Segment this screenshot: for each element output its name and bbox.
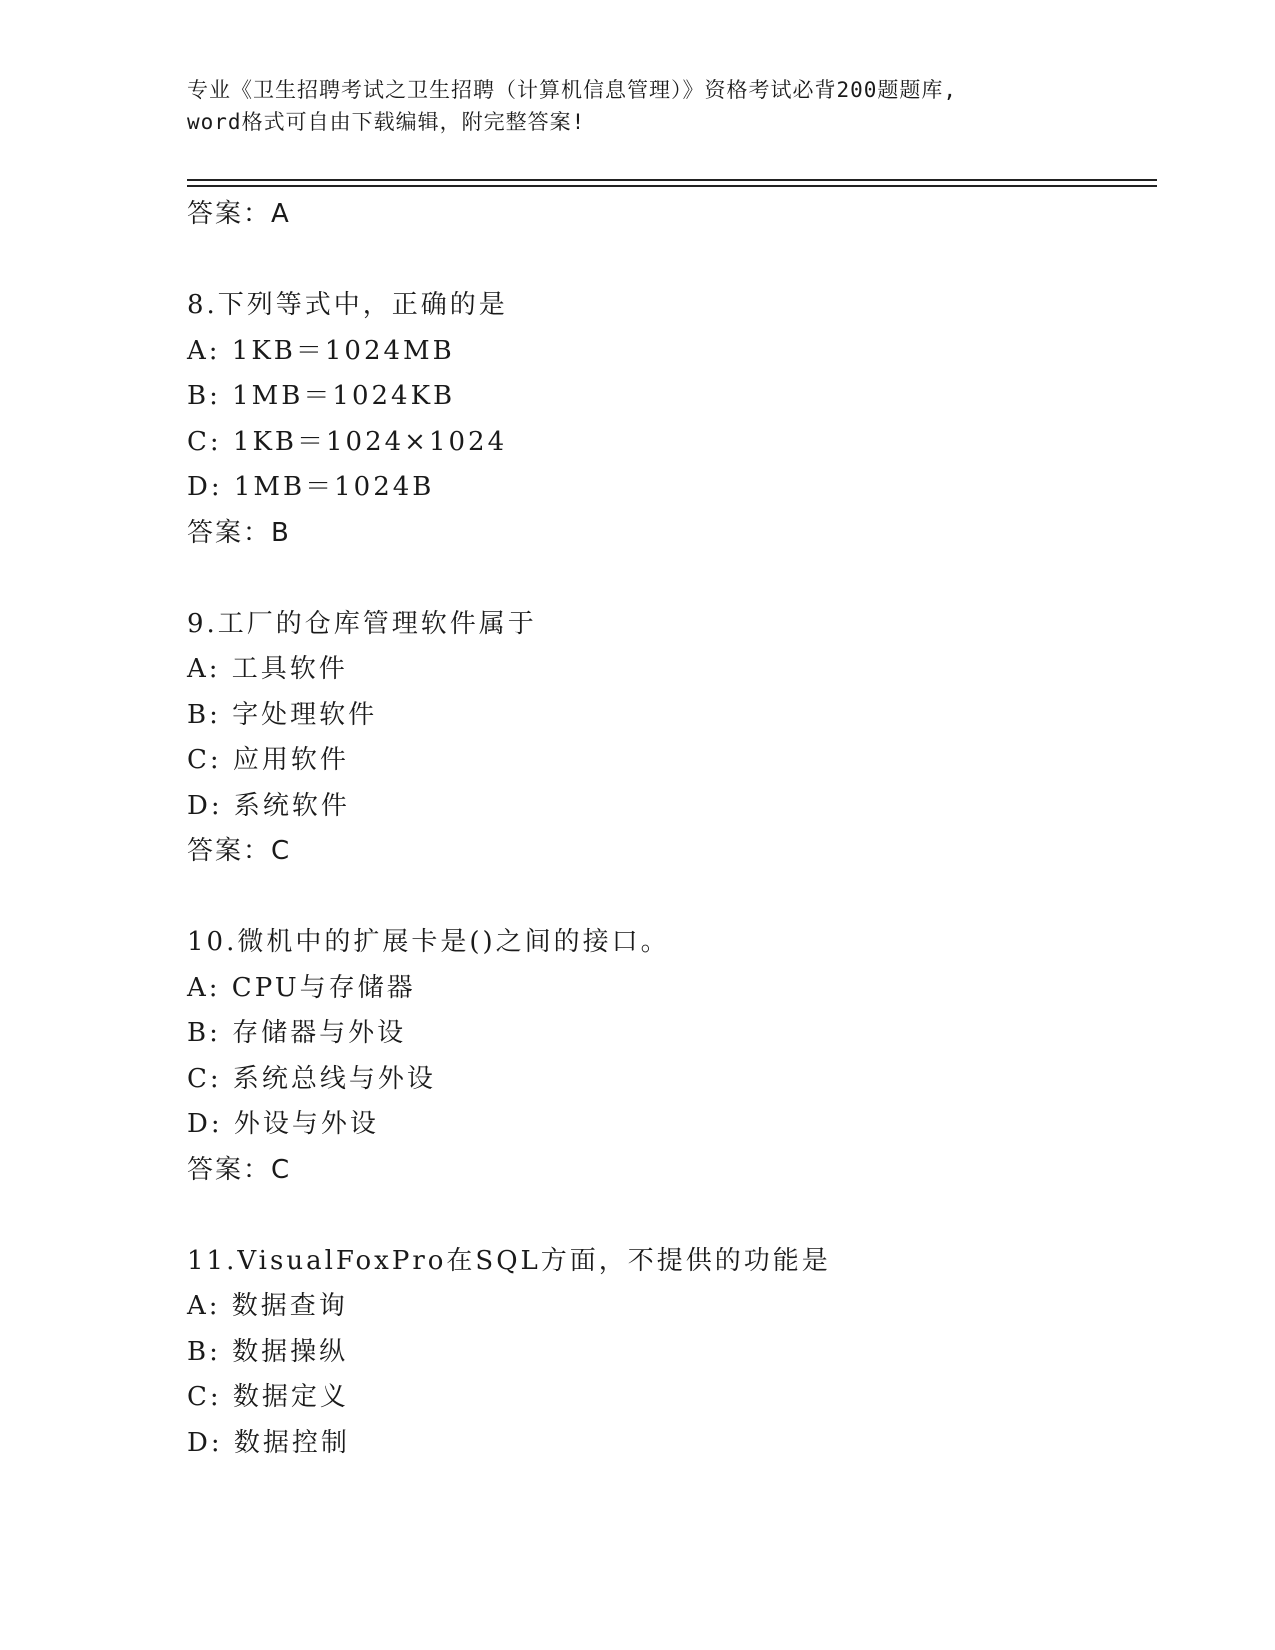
- question-text: 11.VisualFoxPro在SQL方面，不提供的功能是: [187, 1245, 831, 1276]
- question-block-9: [187, 602, 1167, 921]
- option-d: D: 外设与外设: [187, 1109, 379, 1139]
- answer-line: 答案：A: [187, 199, 291, 229]
- question-text: 10.微机中的扩展卡是()之间的接口。: [187, 927, 670, 957]
- answer-line: 答案：C: [187, 1154, 292, 1185]
- option-c: C: 应用软件: [187, 745, 349, 775]
- option-b: B: 数据操纵: [187, 1336, 349, 1367]
- header-line-1: 专业《卫生招聘考试之卫生招聘（计算机信息管理）》资格考试必背200题题库,: [187, 78, 958, 102]
- spacer: [187, 1193, 1167, 1239]
- spacer: [187, 875, 1167, 921]
- question-block-8: [187, 283, 1167, 602]
- option-c: C: 系统总线与外设: [187, 1063, 436, 1094]
- document-body: [187, 192, 1167, 1466]
- question-block-10: [187, 920, 1167, 1239]
- header-line-2: word格式可自由下载编辑，附完整答案!: [187, 110, 586, 134]
- option-a: A: 1KB＝1024MB: [187, 335, 455, 366]
- answer-line: 答案：B: [187, 517, 291, 548]
- spacer: [187, 238, 1167, 284]
- question-text: 9.工厂的仓库管理软件属于: [187, 608, 537, 639]
- option-c: C: 1KB＝1024×1024: [187, 426, 508, 457]
- option-b: B: 字处理软件: [187, 699, 378, 730]
- header-rule-top: [187, 179, 1157, 181]
- header-rule-bottom: [187, 185, 1157, 187]
- option-d: D: 1MB＝1024B: [187, 472, 435, 502]
- answer-line: 答案：C: [187, 836, 292, 866]
- question-block-11: [187, 1239, 1167, 1467]
- question-text: 8.下列等式中，正确的是: [187, 290, 508, 320]
- option-d: D: 数据控制: [187, 1427, 350, 1458]
- option-a: A: 数据查询: [187, 1291, 348, 1321]
- option-d: D: 系统软件: [187, 790, 350, 821]
- option-c: C: 数据定义: [187, 1382, 349, 1412]
- option-b: B: 存储器与外设: [187, 1018, 407, 1048]
- option-a: A: CPU与存储器: [187, 972, 416, 1003]
- option-a: A: 工具软件: [187, 654, 348, 684]
- document-header: [187, 74, 1087, 138]
- option-b: B: 1MB＝1024KB: [187, 381, 456, 411]
- spacer: [187, 556, 1167, 602]
